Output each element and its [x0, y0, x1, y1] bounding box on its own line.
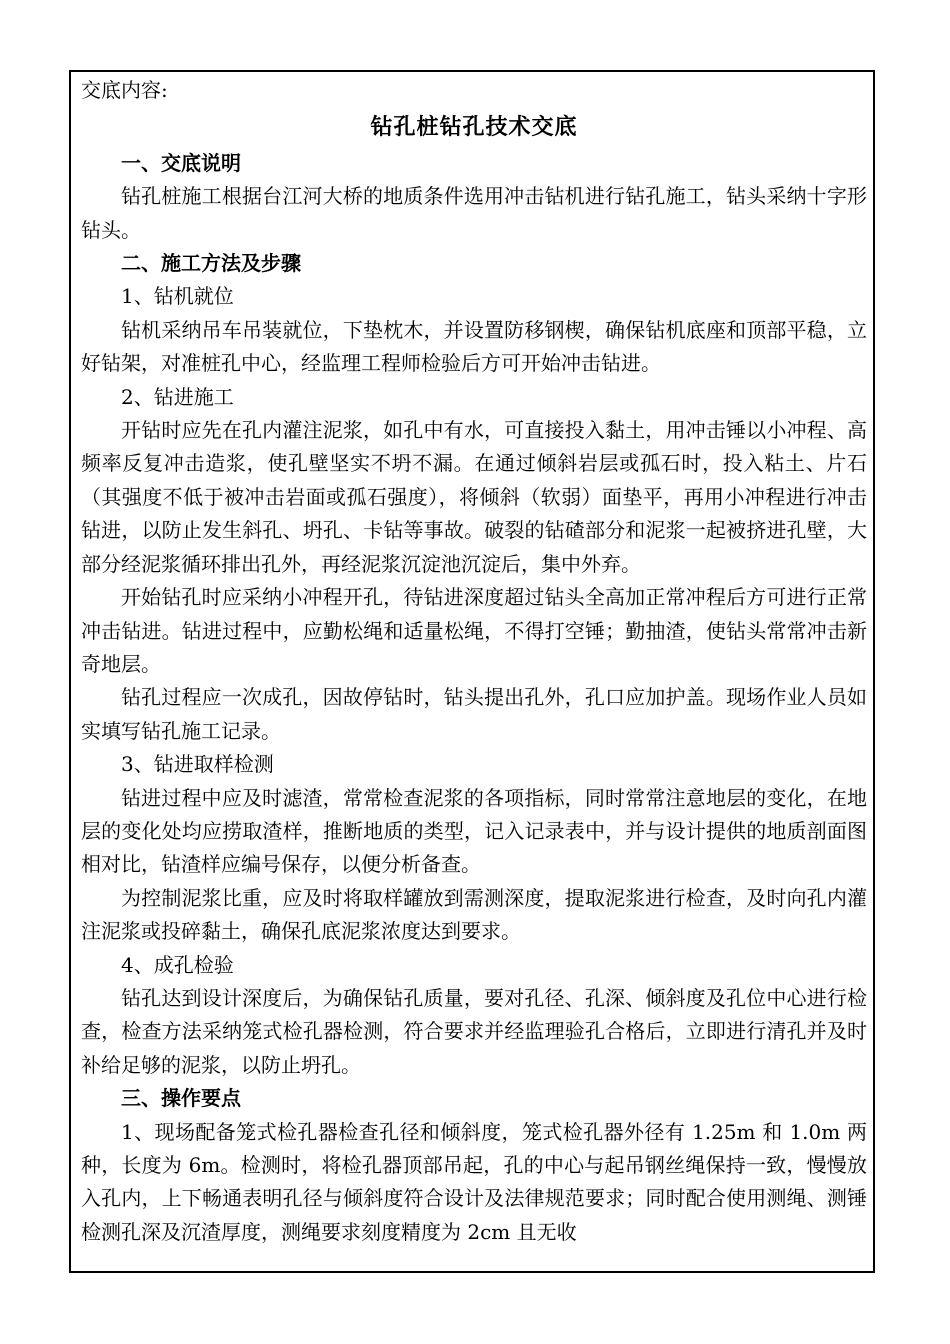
paragraph: 开钻时应先在孔内灌注泥浆，如孔中有水，可直接投入黏土，用冲击锤以小冲程、高频率反复冲击造浆，使孔壁坚实不坍不漏。在通过倾斜岩层或孤石时，投入粘土、片石（其强度不低于被冲击岩面或孤石强度），将倾斜（软弱）面垫平，再用小冲程进行冲击钻进，以防止发生斜孔、坍孔、卡钻等事故。破裂的钻碴部分和泥浆一起被挤进孔壁，大部分经泥浆循环排出孔外，再经泥浆沉淀池沉淀后，集中外弃。 — [81, 418, 867, 576]
document-frame — [69, 70, 875, 1273]
subheading-4: 4、成孔检验 — [121, 952, 234, 977]
paragraph: 钻孔桩施工根据台江河大桥的地质条件选用冲击钻机进行钻孔施工，钻头采纳十字形钻头。 — [81, 184, 867, 242]
section-heading-1: 一、交底说明 — [121, 150, 241, 175]
paragraph: 钻机采纳吊车吊装就位，下垫枕木，并设置防移钢楔，确保钻机底座和顶部平稳，立好钻架，对准桩孔中心，经监理工程师检验后方可开始冲击钻进。 — [81, 317, 867, 376]
paragraph: 钻孔过程应一次成孔，因故停钻时，钻头提出孔外，孔口应加护盖。现场作业人员如实填写钻孔施工记录。 — [81, 685, 867, 743]
subheading-3: 3、钻进取样检测 — [121, 752, 274, 777]
document-title: 钻孔桩钻孔技术交底 — [370, 114, 578, 141]
subheading-2: 2、钻进施工 — [121, 384, 234, 409]
paragraph: 为控制泥浆比重，应及时将取样罐放到需测深度，提取泥浆进行检查，及时向孔内灌注泥浆或投碎黏土，确保孔底泥浆浓度达到要求。 — [81, 885, 867, 944]
subheading-1: 1、钻机就位 — [121, 284, 234, 309]
section-heading-2: 二、施工方法及步骤 — [121, 251, 301, 276]
section-heading-3: 三、操作要点 — [121, 1086, 241, 1111]
content-label: 交底内容: — [81, 78, 168, 102]
paragraph: 钻进过程中应及时滤渣，常常检查泥浆的各项指标，同时常常注意地层的变化，在地层的变化处均应捞取渣样，推断地质的类型，记入记录表中，并与设计提供的地质剖面图相对比，钻渣样应编号保存，以便分析备查。 — [81, 785, 867, 877]
paragraph: 钻孔达到设计深度后，为确保钻孔质量，要对孔径、孔深、倾斜度及孔位中心进行检查，检查方法采纳笼式检孔器检测，符合要求并经监理验孔合格后，立即进行清孔并及时补给足够的泥浆，以防止坍孔。 — [81, 985, 867, 1077]
paragraph: 开始钻孔时应采纳小冲程开孔，待钻进深度超过钻头全高加正常冲程后方可进行正常冲击钻进。钻进过程中，应勤松绳和适量松绳，不得打空锤；勤抽渣，使钻头常常冲击新奇地层。 — [81, 585, 867, 676]
paragraph: 1、现场配备笼式检孔器检查孔径和倾斜度，笼式检孔器外径有 1.25m 和 1.0m 两种，长度为 6m。检测时，将检孔器顶部吊起，孔的中心与起吊钢丝绳保持一致，慢慢放入孔内，上下畅通表明孔径与倾斜度符合设计及法律规范要求；同时配合使用测绳、测锤检测孔深及沉渣厚度，测绳要求刻度精度为 2cm 且无收 — [81, 1119, 867, 1244]
